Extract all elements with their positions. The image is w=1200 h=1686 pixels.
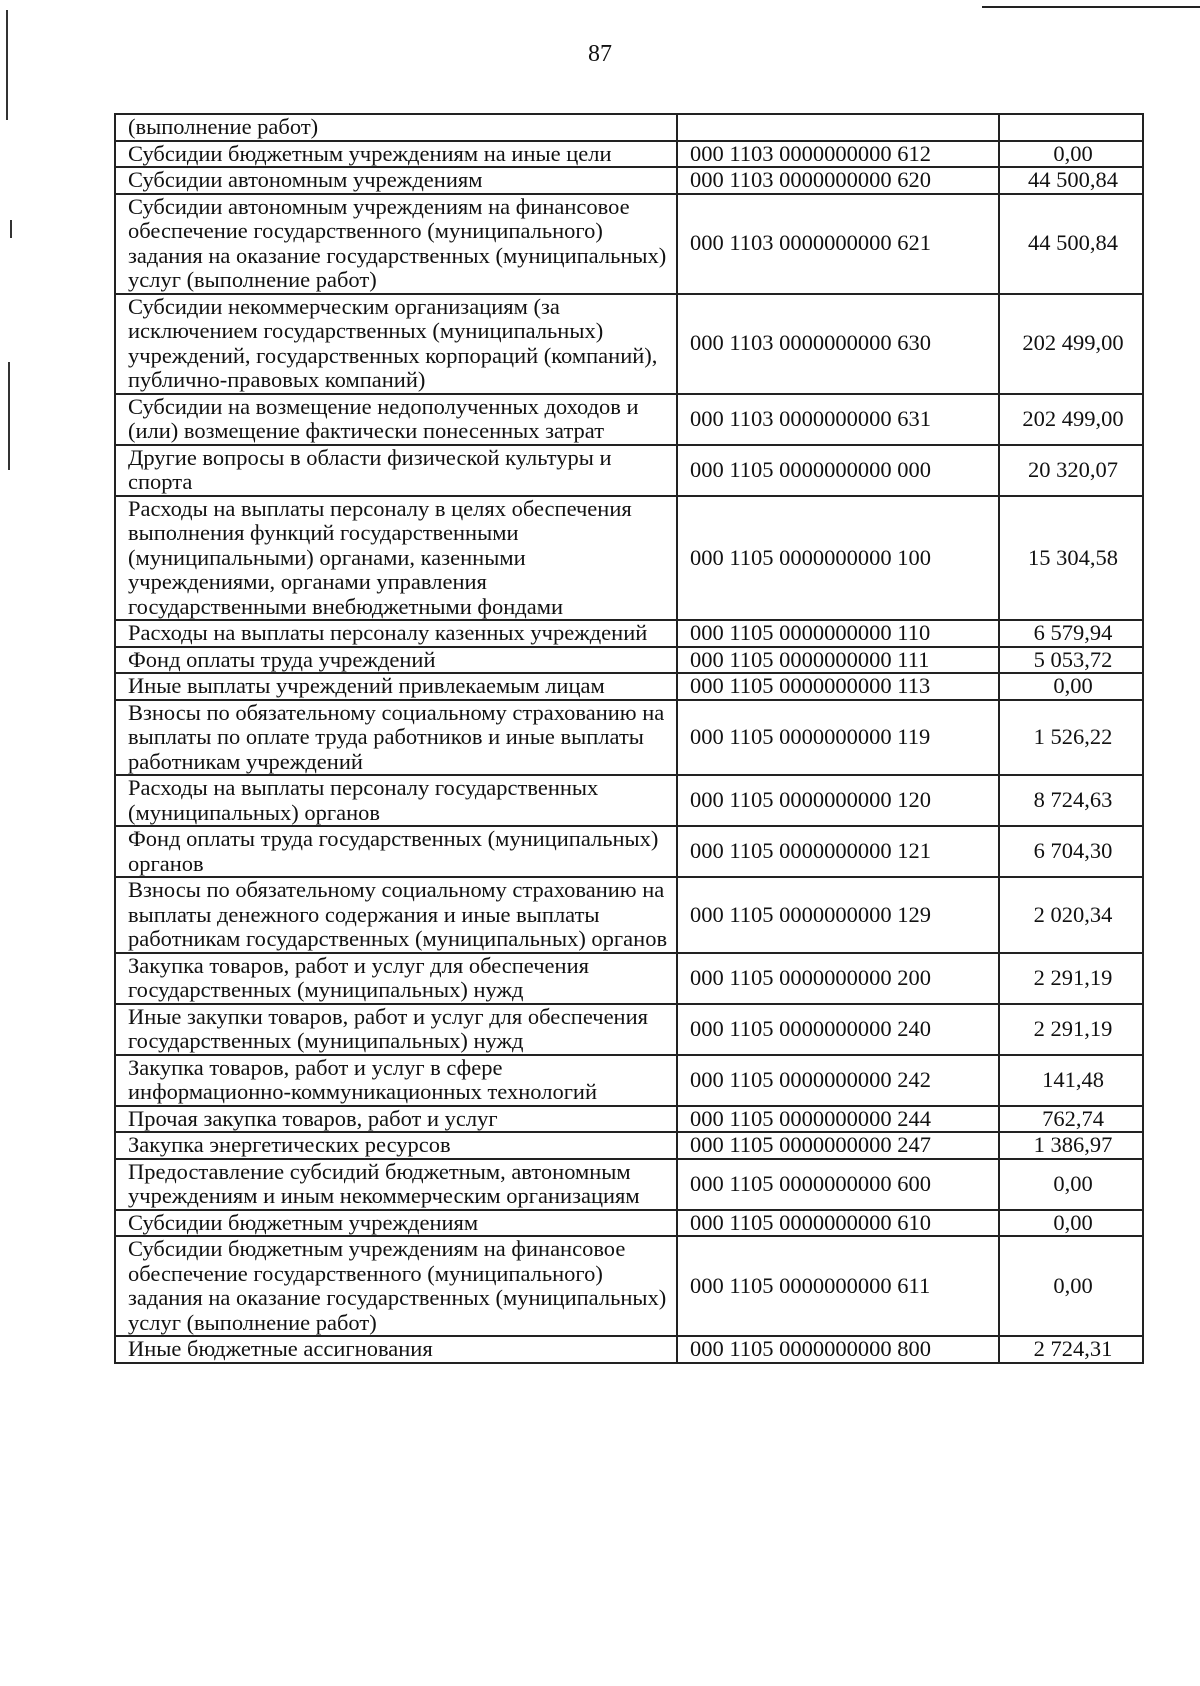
expense-description-cell: Субсидии автономным учреждениям на финансовое обеспечение государственного (муниципального) задания на оказание государственных (муниципальных) услуг (выполнение работ) <box>115 194 677 294</box>
amount-cell: 6 579,94 <box>999 620 1143 647</box>
expense-description-cell: Расходы на выплаты персоналу в целях обеспечения выполнения функций государственными (муниципальными) органами, казенными учреждениями, органами управления государственными внебюджетными фондами <box>115 496 677 621</box>
table-row <box>115 620 1143 647</box>
amount-cell: 2 020,34 <box>999 877 1143 953</box>
budget-code-cell: 000 1105 0000000000 611 <box>677 1236 999 1336</box>
table-row <box>115 496 1143 621</box>
expense-description-cell: (выполнение работ) <box>115 114 677 141</box>
budget-code-cell: 000 1105 0000000000 000 <box>677 445 999 496</box>
table-row <box>115 700 1143 776</box>
amount-cell: 2 724,31 <box>999 1336 1143 1363</box>
table-row <box>115 953 1143 1004</box>
table-row <box>115 114 1143 141</box>
table-row <box>115 877 1143 953</box>
table-row <box>115 1055 1143 1106</box>
budget-code-cell: 000 1105 0000000000 610 <box>677 1210 999 1237</box>
expense-description-cell: Закупка энергетических ресурсов <box>115 1132 677 1159</box>
expense-description-cell: Прочая закупка товаров, работ и услуг <box>115 1106 677 1133</box>
budget-code-cell: 000 1105 0000000000 247 <box>677 1132 999 1159</box>
expense-description-cell: Субсидии бюджетным учреждениям на иные цели <box>115 141 677 168</box>
budget-expenditure-table <box>114 113 1144 1364</box>
amount-cell: 44 500,84 <box>999 167 1143 194</box>
amount-cell: 20 320,07 <box>999 445 1143 496</box>
budget-code-cell: 000 1103 0000000000 630 <box>677 294 999 394</box>
table-row <box>115 194 1143 294</box>
budget-code-cell: 000 1105 0000000000 244 <box>677 1106 999 1133</box>
budget-code-cell: 000 1105 0000000000 111 <box>677 647 999 674</box>
expense-description-cell: Субсидии бюджетным учреждениям <box>115 1210 677 1237</box>
budget-code-cell: 000 1105 0000000000 121 <box>677 826 999 877</box>
table-row <box>115 1336 1143 1363</box>
expense-description-cell: Субсидии бюджетным учреждениям на финансовое обеспечение государственного (муниципального) задания на оказание государственных (муниципальных) услуг (выполнение работ) <box>115 1236 677 1336</box>
amount-cell: 202 499,00 <box>999 294 1143 394</box>
table-row <box>115 1106 1143 1133</box>
amount-cell: 0,00 <box>999 673 1143 700</box>
amount-cell: 6 704,30 <box>999 826 1143 877</box>
budget-code-cell: 000 1103 0000000000 621 <box>677 194 999 294</box>
table-row <box>115 1132 1143 1159</box>
amount-cell: 0,00 <box>999 1210 1143 1237</box>
table-row <box>115 647 1143 674</box>
budget-code-cell: 000 1105 0000000000 113 <box>677 673 999 700</box>
budget-code-cell: 000 1105 0000000000 120 <box>677 775 999 826</box>
table-row <box>115 141 1143 168</box>
amount-cell: 2 291,19 <box>999 1004 1143 1055</box>
expense-description-cell: Взносы по обязательному социальному страхованию на выплаты по оплате труда работников и иные выплаты работникам учреждений <box>115 700 677 776</box>
expense-description-cell: Другие вопросы в области физической культуры и спорта <box>115 445 677 496</box>
expense-description-cell: Субсидии автономным учреждениям <box>115 167 677 194</box>
table-row <box>115 445 1143 496</box>
budget-code-cell: 000 1105 0000000000 119 <box>677 700 999 776</box>
budget-code-cell: 000 1105 0000000000 240 <box>677 1004 999 1055</box>
expense-description-cell: Фонд оплаты труда учреждений <box>115 647 677 674</box>
expense-description-cell: Субсидии на возмещение недополученных доходов и (или) возмещение фактически понесенных затрат <box>115 394 677 445</box>
budget-code-cell <box>677 114 999 141</box>
table-row <box>115 167 1143 194</box>
expense-description-cell: Взносы по обязательному социальному страхованию на выплаты денежного содержания и иные выплаты работникам государственных (муниципальных) органов <box>115 877 677 953</box>
budget-code-cell: 000 1105 0000000000 110 <box>677 620 999 647</box>
expense-description-cell: Иные бюджетные ассигнования <box>115 1336 677 1363</box>
table-body <box>115 114 1143 1363</box>
amount-cell: 8 724,63 <box>999 775 1143 826</box>
amount-cell <box>999 114 1143 141</box>
expense-description-cell: Расходы на выплаты персоналу казенных учреждений <box>115 620 677 647</box>
table-row <box>115 1236 1143 1336</box>
amount-cell: 44 500,84 <box>999 194 1143 294</box>
scan-edge-mark <box>8 362 10 470</box>
budget-code-cell: 000 1103 0000000000 620 <box>677 167 999 194</box>
budget-code-cell: 000 1105 0000000000 800 <box>677 1336 999 1363</box>
amount-cell: 0,00 <box>999 1236 1143 1336</box>
expense-description-cell: Закупка товаров, работ и услуг для обеспечения государственных (муниципальных) нужд <box>115 953 677 1004</box>
expense-description-cell: Субсидии некоммерческим организациям (за исключением государственных (муниципальных) учреждений, государственных корпораций (компаний), публично-правовых компаний) <box>115 294 677 394</box>
amount-cell: 141,48 <box>999 1055 1143 1106</box>
amount-cell: 0,00 <box>999 1159 1143 1210</box>
scan-edge-mark <box>10 220 12 238</box>
expense-description-cell: Расходы на выплаты персоналу государственных (муниципальных) органов <box>115 775 677 826</box>
expense-description-cell: Фонд оплаты труда государственных (муниципальных) органов <box>115 826 677 877</box>
table-row <box>115 1004 1143 1055</box>
amount-cell: 762,74 <box>999 1106 1143 1133</box>
amount-cell: 1 386,97 <box>999 1132 1143 1159</box>
budget-code-cell: 000 1103 0000000000 631 <box>677 394 999 445</box>
amount-cell: 0,00 <box>999 141 1143 168</box>
budget-code-cell: 000 1103 0000000000 612 <box>677 141 999 168</box>
budget-code-cell: 000 1105 0000000000 200 <box>677 953 999 1004</box>
budget-code-cell: 000 1105 0000000000 129 <box>677 877 999 953</box>
top-edge-rule <box>982 6 1200 8</box>
table-row <box>115 673 1143 700</box>
amount-cell: 5 053,72 <box>999 647 1143 674</box>
budget-code-cell: 000 1105 0000000000 100 <box>677 496 999 621</box>
table-row <box>115 294 1143 394</box>
table-row <box>115 826 1143 877</box>
expense-description-cell: Иные закупки товаров, работ и услуг для обеспечения государственных (муниципальных) нужд <box>115 1004 677 1055</box>
amount-cell: 2 291,19 <box>999 953 1143 1004</box>
table-row <box>115 1159 1143 1210</box>
table-row <box>115 394 1143 445</box>
amount-cell: 1 526,22 <box>999 700 1143 776</box>
table-row <box>115 775 1143 826</box>
expense-description-cell: Предоставление субсидий бюджетным, автономным учреждениям и иным некоммерческим организациям <box>115 1159 677 1210</box>
expense-description-cell: Закупка товаров, работ и услуг в сфере информационно-коммуникационных технологий <box>115 1055 677 1106</box>
page-number: 87 <box>588 41 612 67</box>
expense-description-cell: Иные выплаты учреждений привлекаемым лицам <box>115 673 677 700</box>
budget-code-cell: 000 1105 0000000000 242 <box>677 1055 999 1106</box>
table-row <box>115 1210 1143 1237</box>
amount-cell: 202 499,00 <box>999 394 1143 445</box>
budget-code-cell: 000 1105 0000000000 600 <box>677 1159 999 1210</box>
amount-cell: 15 304,58 <box>999 496 1143 621</box>
